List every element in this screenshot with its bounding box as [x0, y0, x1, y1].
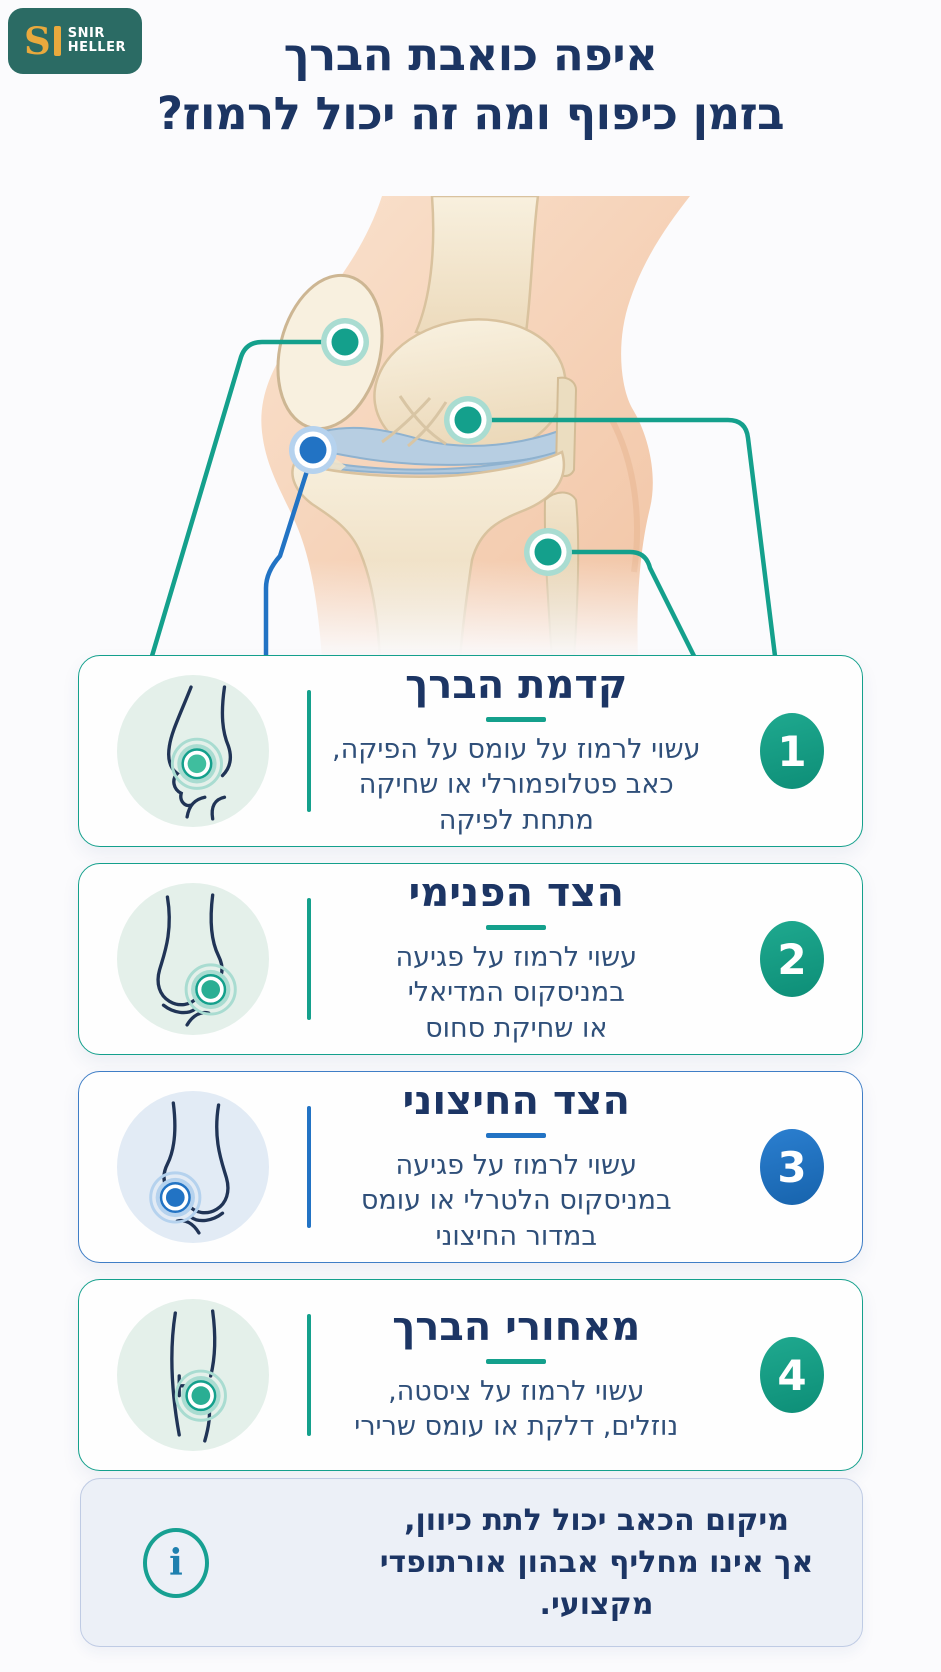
knee-illustration	[0, 196, 941, 660]
marker-front-of-knee-icon	[321, 318, 369, 366]
card2-body: עשוי לרמוז על פגיעה במניסקוס המדיאלי או שחיקת סחוס	[395, 941, 638, 1045]
knee-back-icon-art	[134, 1305, 252, 1445]
card1-number-wrap	[722, 713, 862, 789]
marker-medial-side-icon	[444, 396, 492, 444]
card3-number-badge: 3	[760, 1129, 824, 1205]
bottom-fade	[150, 560, 791, 660]
brand-name-bottom: HELLER	[67, 40, 126, 55]
marker-lateral-side-icon	[289, 426, 337, 474]
card3-body: עשוי לרמוז על פגיעה במניסקוס הלטרלי או עומס במדור החיצוני	[360, 1149, 672, 1253]
card2-text	[311, 871, 723, 1046]
info-icon-wrap	[81, 1528, 271, 1598]
card2-title: הצד הפנימי	[408, 870, 624, 917]
card3-text	[311, 1079, 723, 1254]
card4-number-badge: 4	[760, 1337, 824, 1413]
knee-front-icon-art	[134, 681, 252, 821]
info-icon: i	[143, 1528, 209, 1598]
disclaimer-text: מיקום הכאב יכול לתת כיוון, אך אינו מחליף אבהון אורתופדי מקצועי.	[379, 1502, 814, 1622]
brand-monogram-s: S	[24, 18, 51, 63]
knee-medial-icon	[117, 883, 269, 1035]
page-title-line2: בזמן כיפוף ומה זה יכול לרמוז?	[156, 86, 785, 140]
card1-body: עשוי לרמוז על עומס על הפיקה, כאב פטלופמורלי או שחיקה מתחת לפיקה	[332, 733, 701, 837]
knee-medial-icon-art	[134, 889, 252, 1029]
card4-number-wrap	[722, 1337, 862, 1413]
card3-number-wrap	[722, 1129, 862, 1205]
knee-lateral-icon	[117, 1091, 269, 1243]
card1-number-badge: 1	[760, 713, 824, 789]
page-title-line1: איפה כואבת הברך	[283, 28, 658, 81]
card-lateral-side	[78, 1071, 863, 1263]
card2-number-badge: 2	[760, 921, 824, 997]
card4-title-underline	[486, 1359, 546, 1364]
cards-list	[78, 655, 863, 1487]
card1-text	[311, 663, 723, 838]
card1-title-underline	[486, 717, 546, 722]
card1-icon-wrap	[79, 675, 307, 827]
card-front-of-knee	[78, 655, 863, 847]
card-medial-side	[78, 863, 863, 1055]
page-title	[0, 26, 941, 143]
card4-text	[311, 1305, 723, 1445]
brand-name-top: SNIR	[67, 25, 105, 41]
card3-title-underline	[486, 1133, 546, 1138]
card3-title: הצד החיצוני	[402, 1078, 631, 1125]
knee-lateral-icon-art	[134, 1097, 252, 1237]
card4-body: עשוי לרמוז על ציסטה, נוזלים, דלקת או עומס שרירי	[354, 1375, 679, 1443]
card2-title-underline	[486, 925, 546, 930]
knee-front-icon	[117, 675, 269, 827]
disclaimer-note	[80, 1478, 863, 1647]
card3-icon-wrap	[79, 1091, 307, 1243]
card2-number-wrap	[722, 921, 862, 997]
card-back-of-knee	[78, 1279, 863, 1471]
knee-back-icon	[117, 1299, 269, 1451]
card4-icon-wrap	[79, 1299, 307, 1451]
marker-back-of-knee-icon	[524, 528, 572, 576]
card4-title: מאחורי הברך	[392, 1304, 641, 1351]
card1-title: קדמת הברך	[405, 662, 628, 709]
card2-icon-wrap	[79, 883, 307, 1035]
